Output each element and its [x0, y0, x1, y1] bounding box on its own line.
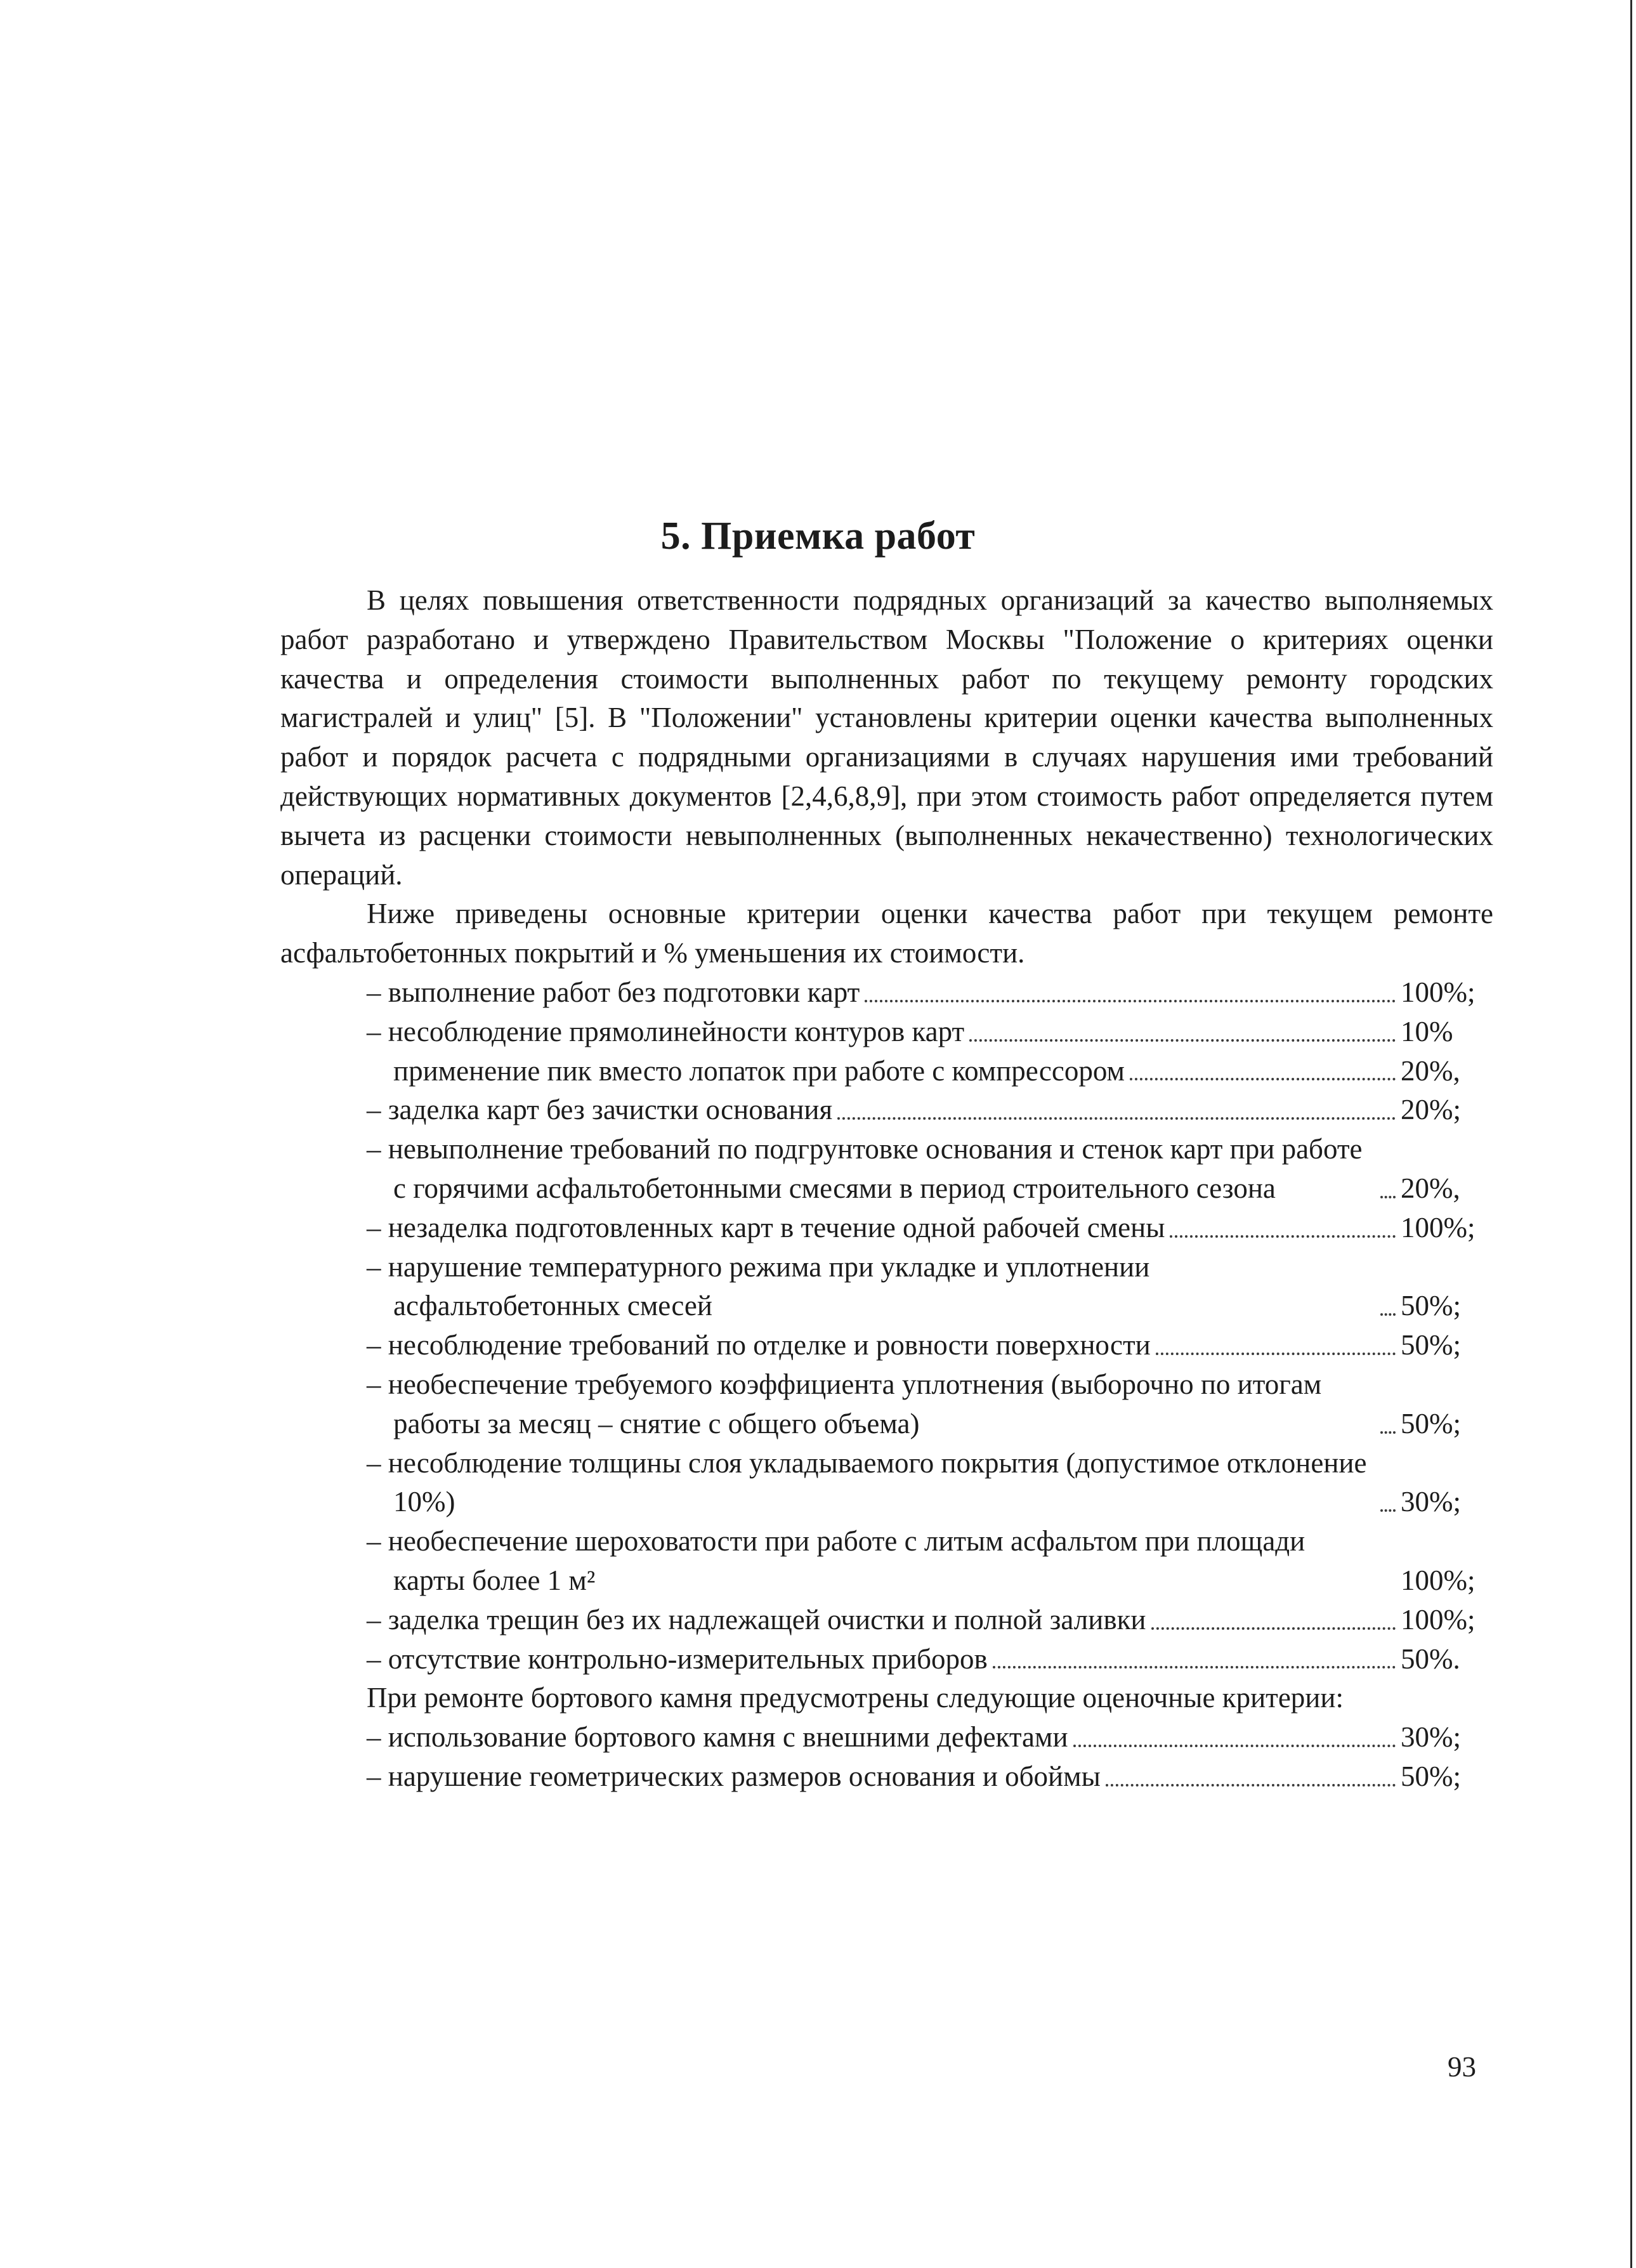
criterion-text: – необеспечение шероховатости при работе с литым асфальтом при площади карты более 1 м²	[367, 1525, 1306, 1596]
section-title: 5. Приемка работ	[660, 514, 976, 558]
criterion-value: 30%;	[1401, 1721, 1461, 1753]
criterion-text: – выполнение работ без подготовки карт	[367, 976, 860, 1008]
page-number: 93	[1448, 2051, 1476, 2083]
criterion-text: – незаделка подготовленных карт в течение одной рабочей смены	[367, 1211, 1165, 1243]
criterion-item	[280, 1718, 1493, 1757]
criterion-value: 100%;	[1401, 1564, 1476, 1596]
criterion-item	[280, 1248, 1493, 1327]
criterion-text: – несоблюдение требований по отделке и ровности поверхности	[367, 1329, 1151, 1361]
criterion-item	[280, 1209, 1493, 1248]
leader-dots	[1106, 1784, 1396, 1786]
leader-dots	[1073, 1745, 1396, 1747]
criterion-text: – нарушение геометрических размеров основания и обоймы	[367, 1760, 1101, 1792]
criterion-text: – несоблюдение толщины слоя укладываемого покрытия (допустимое отклонение 10%)	[367, 1446, 1367, 1518]
asphalt-criteria-list	[280, 973, 1493, 1679]
leader-dots	[1380, 1509, 1396, 1512]
page-edge	[1630, 0, 1632, 2268]
criterion-text: – необеспечение требуемого коэффициента уплотнения (выборочно по итогам работы за месяц – снятие с общего объема)	[367, 1368, 1322, 1439]
criterion-text: – невыполнение требований по подгрунтовке основания и стенок карт при работе с горячими асфальтобетонными смесями в период строительного сезона	[367, 1133, 1363, 1204]
leader-dots	[1380, 1196, 1396, 1198]
intro-paragraph-2: Ниже приведены основные критерии оценки качества работ при текущем ремонте асфальтобетонных покрытий и % уменьшения их стоимости.	[280, 898, 1493, 969]
leader-dots	[1156, 1353, 1396, 1355]
criterion-text: – использование бортового камня с внешними дефектами	[367, 1721, 1068, 1753]
criterion-text: – заделка карт без зачистки основания	[367, 1094, 833, 1126]
criterion-item	[280, 1522, 1493, 1601]
criterion-value: 50%;	[1401, 1760, 1461, 1792]
criterion-item	[280, 1601, 1493, 1640]
leader-dots	[1130, 1078, 1396, 1080]
criterion-text: – отсутствие контрольно-измерительных приборов	[367, 1642, 988, 1675]
criterion-item	[280, 1444, 1493, 1523]
leader-dots	[865, 1000, 1396, 1002]
page-body	[280, 581, 1493, 1797]
criterion-value: 50%;	[1401, 1329, 1461, 1361]
leader-dots	[1380, 1588, 1396, 1590]
criterion-value: 10%	[1401, 1015, 1453, 1047]
criterion-value: 20%;	[1401, 1094, 1461, 1126]
criterion-value: 100%;	[1401, 1603, 1476, 1635]
leader-dots	[1151, 1627, 1396, 1630]
criterion-value: 50%;	[1401, 1290, 1461, 1322]
criterion-value: 50%.	[1401, 1642, 1460, 1675]
criterion-item	[280, 1640, 1493, 1679]
criterion-value: 30%;	[1401, 1486, 1461, 1518]
leader-dots	[969, 1039, 1396, 1042]
criterion-item	[280, 1365, 1493, 1444]
criterion-text: – несоблюдение прямолинейности контуров карт	[367, 1015, 965, 1047]
criterion-value: 100%;	[1401, 976, 1476, 1008]
leader-dots	[1380, 1431, 1396, 1434]
intro-paragraph-1: В целях повышения ответственности подрядных организаций за качество выполняемых работ разработано и утверждено Правительством Москвы "Положение о критериях оценки качества и определения стоимости выполненных работ по текущему ремонту городских магистралей и улиц" [5]. В "Положении" установлены критерии оценки качества выполненных работ и порядок расчета с подрядными организациями в случаях нарушения ими требований действующих нормативных документов [2,4,6,8,9], при этом стоимость работ определяется путем вычета из расценки стоимости невыполненных (выполненных некачественно) технологических операций.	[280, 584, 1493, 891]
curb-criteria-list	[280, 1718, 1493, 1797]
criterion-item	[280, 1130, 1493, 1209]
criterion-item	[280, 973, 1493, 1013]
curb-intro-paragraph: При ремонте бортового камня предусмотрены следующие оценочные критерии:	[367, 1682, 1344, 1714]
criterion-item	[280, 1052, 1493, 1091]
leader-dots	[1380, 1313, 1396, 1316]
criterion-item	[280, 1757, 1493, 1797]
leader-dots	[993, 1666, 1396, 1668]
criterion-value: 20%,	[1401, 1054, 1460, 1087]
criterion-value: 50%;	[1401, 1407, 1461, 1439]
leader-dots	[837, 1117, 1396, 1120]
criterion-item	[280, 1326, 1493, 1365]
criterion-item	[280, 1013, 1493, 1052]
criterion-text: применение пик вместо лопаток при работе с компрессором	[393, 1054, 1125, 1087]
criterion-text: – нарушение температурного режима при укладке и уплотнении асфальтобетонных смесей	[367, 1250, 1150, 1322]
criterion-item	[280, 1091, 1493, 1130]
criterion-value: 100%;	[1401, 1211, 1476, 1243]
criterion-text: – заделка трещин без их надлежащей очистки и полной заливки	[367, 1603, 1146, 1635]
criterion-value: 20%,	[1401, 1172, 1460, 1204]
leader-dots	[1170, 1235, 1396, 1238]
